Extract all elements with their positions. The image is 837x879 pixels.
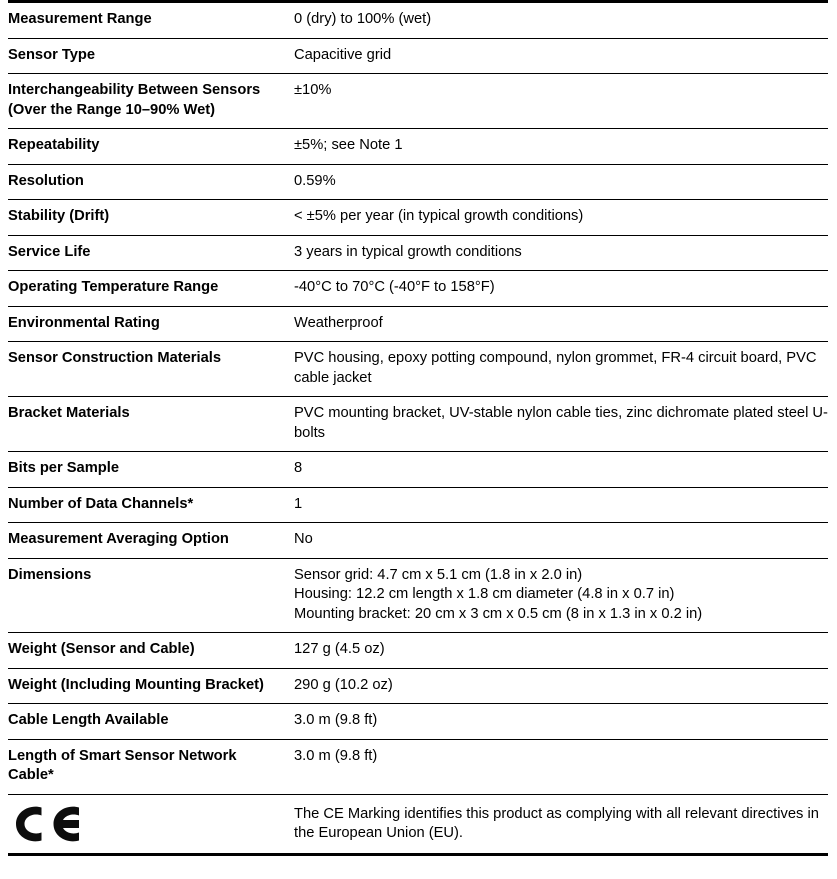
spec-label: Interchangeability Between Sensors (Over the Range 10–90% Wet) xyxy=(8,82,261,118)
table-row xyxy=(8,397,828,452)
spec-value xyxy=(294,452,828,488)
table-row xyxy=(8,235,828,271)
spec-value-line: No xyxy=(294,531,313,547)
spec-value-line: 127 g (4.5 oz) xyxy=(294,641,385,657)
spec-label: Stability (Drift) xyxy=(8,208,110,224)
spec-label: Dimensions xyxy=(8,566,92,583)
spec-value xyxy=(294,235,828,271)
table-row xyxy=(8,38,828,74)
table-row xyxy=(8,164,828,200)
table-row xyxy=(8,452,828,488)
ce-marking-icon xyxy=(8,801,104,847)
spec-value-line: Housing: 12.2 cm length x 1.8 cm diameter (4.8 in x 0.7 in) xyxy=(294,586,675,602)
spec-value-line: 0.59% xyxy=(294,172,336,189)
spec-value-line: PVC housing, epoxy potting compound, nylon grommet, FR-4 circuit board, PVC cable jacket xyxy=(294,350,821,386)
spec-label: Service Life xyxy=(8,243,91,260)
spec-value xyxy=(294,397,828,452)
spec-value-line: ±5%; see Note 1 xyxy=(294,137,403,153)
spec-value-line: 8 xyxy=(294,460,303,476)
spec-label: Operating Temperature Range xyxy=(8,279,219,295)
spec-value-line: Sensor grid: 4.7 cm x 5.1 cm (1.8 in x 2.0 in) xyxy=(294,566,583,583)
spec-value-line: Mounting bracket: 20 cm x 3 cm x 0.5 cm (8 in x 1.3 in x 0.2 in) xyxy=(294,605,703,622)
table-row xyxy=(8,2,828,39)
spec-label: Number of Data Channels* xyxy=(8,495,194,512)
spec-value xyxy=(294,523,828,559)
spec-value-line: 3 years in typical growth conditions xyxy=(294,243,522,260)
spec-label: Cable Length Available xyxy=(8,712,169,728)
spec-value xyxy=(294,164,828,200)
table-row xyxy=(8,74,828,129)
spec-value-line: Capacitive grid xyxy=(294,46,392,63)
spec-value-line: 290 g (10.2 oz) xyxy=(294,676,393,693)
spec-value-line: ±10% xyxy=(294,82,332,98)
table-row xyxy=(8,342,828,397)
spec-label: Measurement Range xyxy=(8,11,152,27)
spec-label: Repeatability xyxy=(8,137,100,153)
spec-label: Bracket Materials xyxy=(8,405,130,421)
spec-label: Bits per Sample xyxy=(8,460,120,476)
table-row xyxy=(8,633,828,669)
spec-label: Weight (Including Mounting Bracket) xyxy=(8,676,264,693)
spec-label: Sensor Construction Materials xyxy=(8,350,222,366)
table-row xyxy=(8,129,828,165)
spec-value-line: PVC mounting bracket, UV-stable nylon cable ties, zinc dichromate plated steel U-bolts xyxy=(294,405,828,441)
spec-value xyxy=(294,38,828,74)
spec-value-line: 3.0 m (9.8 ft) xyxy=(294,712,378,728)
spec-value xyxy=(294,739,828,794)
spec-value-line: The CE Marking identifies this product as complying with all relevant directives in the European Union (EU). xyxy=(294,805,823,841)
spec-value-line: Weatherproof xyxy=(294,314,383,331)
ce-marking-cell xyxy=(8,794,294,854)
spec-value-line: 0 (dry) to 100% (wet) xyxy=(294,11,432,27)
spec-value-line: 3.0 m (9.8 ft) xyxy=(294,747,378,764)
spec-value-line: -40°C to 70°C (-40°F to 158°F) xyxy=(294,279,495,295)
spec-value xyxy=(294,306,828,342)
table-row xyxy=(8,487,828,523)
table-row xyxy=(8,704,828,740)
table-row xyxy=(8,306,828,342)
table-row xyxy=(8,271,828,307)
spec-value-line: 1 xyxy=(294,495,303,512)
spec-label: Measurement Averaging Option xyxy=(8,531,229,547)
spec-value xyxy=(294,487,828,523)
specifications-table-body xyxy=(8,2,828,855)
spec-value xyxy=(294,633,828,669)
table-row xyxy=(8,523,828,559)
spec-value xyxy=(294,271,828,307)
spec-value xyxy=(294,2,828,39)
table-row xyxy=(8,558,828,633)
spec-value xyxy=(294,668,828,704)
spec-value xyxy=(294,129,828,165)
table-row xyxy=(8,200,828,236)
spec-value xyxy=(294,200,828,236)
ce-marking-description xyxy=(294,794,828,854)
spec-value xyxy=(294,342,828,397)
spec-label: Sensor Type xyxy=(8,46,96,63)
spec-value xyxy=(294,704,828,740)
table-row xyxy=(8,668,828,704)
spec-label: Resolution xyxy=(8,172,84,189)
table-row-ce-marking xyxy=(8,794,828,854)
spec-label: Length of Smart Sensor Network Cable* xyxy=(8,747,237,783)
spec-value xyxy=(294,74,828,129)
spec-label: Weight (Sensor and Cable) xyxy=(8,641,195,657)
spec-label: Environmental Rating xyxy=(8,314,160,331)
spec-value-line: < ±5% per year (in typical growth conditions) xyxy=(294,208,584,224)
specifications-table xyxy=(8,0,828,856)
spec-value xyxy=(294,558,828,633)
table-row xyxy=(8,739,828,794)
